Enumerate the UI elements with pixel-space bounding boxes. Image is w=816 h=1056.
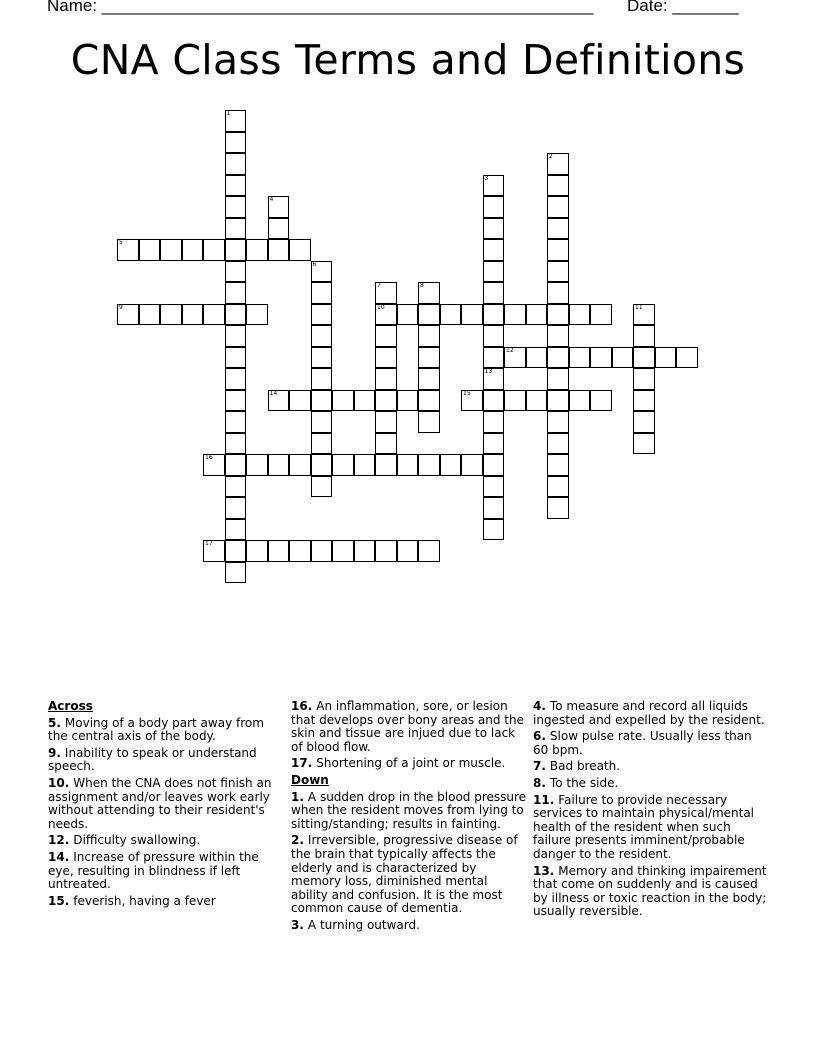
grid-cell[interactable] [311, 261, 333, 283]
grid-cell[interactable] [268, 218, 290, 240]
grid-cell[interactable] [268, 454, 290, 476]
grid-cell[interactable] [311, 411, 333, 433]
date-field[interactable]: Date: _______ [627, 0, 739, 15]
grid-cell[interactable] [311, 325, 333, 347]
page-title: CNA Class Terms and Definitions [70, 36, 746, 84]
clue-number: 16 [205, 454, 213, 461]
grid-cell[interactable] [418, 347, 440, 369]
grid-cell[interactable] [375, 282, 397, 304]
grid-cell[interactable] [569, 390, 591, 412]
grid-cell[interactable] [375, 454, 397, 476]
grid-cell[interactable] [547, 433, 569, 455]
grid-cell[interactable] [246, 304, 268, 326]
clue-down-11: 11. Failure to provide necessary services to maintain physical/mental health of the resident when such failure presents imminent/probable danger to the resident. [533, 792, 755, 861]
clue-down-3: 3. A turning outward. [291, 917, 420, 932]
grid-cell[interactable] [225, 282, 247, 304]
clue-number: 14 [269, 389, 278, 397]
clue-number: 5 [119, 239, 123, 246]
name-field[interactable]: Name: ____________________________________________________ [47, 0, 594, 15]
clue-number: 13 [484, 368, 493, 375]
grid-cell[interactable] [418, 411, 440, 433]
grid-cell[interactable] [182, 304, 204, 326]
grid-cell[interactable] [590, 347, 612, 369]
clue-number: 10 [377, 303, 385, 311]
grid-cell[interactable] [332, 390, 354, 412]
clue-across-15: 15. feverish, having a fever [48, 893, 216, 908]
grid-cell[interactable] [461, 304, 483, 326]
grid-cell[interactable] [311, 540, 333, 562]
grid-cell[interactable] [225, 454, 247, 476]
grid-cell[interactable] [547, 304, 569, 326]
grid-cell[interactable] [225, 325, 247, 347]
grid-cell[interactable] [569, 347, 591, 369]
grid-cell[interactable] [547, 411, 569, 433]
grid-cell[interactable] [633, 325, 655, 347]
grid-cell[interactable] [633, 304, 655, 326]
grid-cell[interactable] [203, 304, 225, 326]
grid-cell[interactable] [354, 390, 376, 412]
grid-cell[interactable] [311, 304, 333, 326]
grid-cell[interactable] [375, 304, 397, 326]
grid-cell[interactable] [547, 282, 569, 304]
clue-down-4: 4. To measure and record all liquids ingested and expelled by the resident. [533, 699, 765, 727]
grid-cell[interactable] [375, 390, 397, 412]
grid-cell[interactable] [225, 347, 247, 369]
grid-cell[interactable] [418, 390, 440, 412]
grid-cell[interactable] [483, 368, 505, 390]
clues-column-3 [533, 700, 769, 922]
grid-cell[interactable] [483, 261, 505, 283]
grid-cell[interactable] [547, 239, 569, 261]
grid-cell[interactable] [440, 304, 462, 326]
grid-cell[interactable] [418, 454, 440, 476]
grid-cell[interactable] [289, 454, 311, 476]
grid-cell[interactable] [160, 239, 182, 261]
grid-cell[interactable] [440, 454, 462, 476]
grid-cell[interactable] [483, 218, 505, 240]
grid-cell[interactable] [268, 390, 290, 412]
grid-cell[interactable] [311, 476, 333, 498]
grid-cell[interactable] [483, 325, 505, 347]
grid-cell[interactable] [547, 196, 569, 218]
grid-cell[interactable] [483, 476, 505, 498]
clue-across-16: 16. An inflammation, sore, or lesion that develops over bony areas and the skin and tissue are injued due to lack of blood flow. [291, 699, 524, 754]
grid-cell[interactable] [311, 390, 333, 412]
clue-across-10: 10. When the CNA does not finish an assignment and/or leaves work early without attending to their resident's needs. [48, 775, 272, 831]
grid-cell[interactable] [225, 261, 247, 283]
grid-cell[interactable] [418, 325, 440, 347]
grid-cell[interactable] [483, 519, 505, 541]
grid-cell[interactable] [225, 239, 247, 261]
grid-cell[interactable] [418, 368, 440, 390]
grid-cell[interactable] [225, 433, 247, 455]
grid-cell[interactable] [526, 347, 548, 369]
grid-cell[interactable] [160, 304, 182, 326]
grid-cell[interactable] [332, 540, 354, 562]
grid-cell[interactable] [225, 476, 247, 498]
clue-number: 3 [484, 174, 489, 182]
grid-cell[interactable] [397, 454, 419, 476]
clue-down-8: 8. To the side. [533, 775, 619, 790]
grid-cell[interactable] [461, 454, 483, 476]
grid-cell[interactable] [547, 261, 569, 283]
grid-cell[interactable] [268, 540, 290, 562]
grid-cell[interactable] [526, 390, 548, 412]
across-heading: Across [48, 699, 93, 713]
grid-cell[interactable] [633, 433, 655, 455]
grid-cell[interactable] [268, 239, 290, 261]
grid-cell[interactable] [547, 476, 569, 498]
grid-cell[interactable] [547, 325, 569, 347]
grid-cell[interactable] [225, 153, 247, 175]
grid-cell[interactable] [311, 347, 333, 369]
grid-cell[interactable] [375, 325, 397, 347]
grid-cell[interactable] [354, 454, 376, 476]
grid-cell[interactable] [483, 196, 505, 218]
clue-down-13: 13. Memory and thinking impairement that come on suddenly and is caused by illness or toxic reaction in the body; usually reversible. [533, 863, 767, 919]
grid-cell[interactable] [225, 304, 247, 326]
grid-cell[interactable] [504, 304, 526, 326]
grid-cell[interactable] [418, 304, 440, 326]
grid-cell[interactable] [547, 497, 569, 519]
clue-down-7: 7. Bad breath. [533, 759, 621, 774]
grid-cell[interactable] [203, 540, 225, 562]
grid-cell[interactable] [633, 347, 655, 369]
grid-cell[interactable] [547, 347, 569, 369]
grid-cell[interactable] [203, 454, 225, 476]
grid-cell[interactable] [246, 454, 268, 476]
grid-cell[interactable] [225, 218, 247, 240]
grid-cell[interactable] [203, 239, 225, 261]
grid-cell[interactable] [633, 390, 655, 412]
clue-across-17: 17. Shortening of a joint or muscle. [291, 756, 506, 771]
grid-cell[interactable] [483, 411, 505, 433]
grid-cell[interactable] [289, 239, 311, 261]
grid-cell[interactable] [182, 239, 204, 261]
grid-cell[interactable] [139, 304, 161, 326]
grid-cell[interactable] [569, 304, 591, 326]
clue-down-6: 6. Slow pulse rate. Usually less than 60 bpm. [533, 729, 752, 757]
grid-cell[interactable] [225, 540, 247, 562]
grid-cell[interactable] [311, 282, 333, 304]
grid-cell[interactable] [375, 540, 397, 562]
down-heading: Down [291, 772, 329, 787]
grid-cell[interactable] [225, 196, 247, 218]
grid-cell[interactable] [483, 497, 505, 519]
grid-cell[interactable] [547, 153, 569, 175]
grid-cell[interactable] [461, 390, 483, 412]
grid-cell[interactable] [311, 368, 333, 390]
grid-cell[interactable] [375, 347, 397, 369]
grid-cell[interactable] [483, 282, 505, 304]
clue-number: 7 [377, 282, 381, 289]
grid-cell[interactable] [633, 411, 655, 433]
grid-cell[interactable] [483, 390, 505, 412]
grid-cell[interactable] [590, 304, 612, 326]
clue-number: 12 [506, 346, 514, 354]
clue-down-1: 1. A sudden drop in the blood pressure when the resident moves from lying to sitting/standing; results in fainting. [291, 789, 527, 831]
grid-cell[interactable] [483, 239, 505, 261]
grid-cell[interactable] [483, 433, 505, 455]
clue-number: 8 [420, 282, 424, 289]
grid-cell[interactable] [418, 540, 440, 562]
grid-cell[interactable] [547, 368, 569, 390]
clue-number: 4 [269, 196, 274, 203]
clues-column-2 [291, 700, 527, 936]
grid-cell[interactable] [225, 497, 247, 519]
grid-cell[interactable] [547, 390, 569, 412]
grid-cell[interactable] [246, 540, 268, 562]
grid-cell[interactable] [225, 519, 247, 541]
grid-cell[interactable] [225, 132, 247, 154]
grid-cell[interactable] [375, 433, 397, 455]
grid-cell[interactable] [504, 347, 526, 369]
clue-number: 17 [205, 540, 213, 547]
grid-cell[interactable] [289, 390, 311, 412]
grid-cell[interactable] [246, 239, 268, 261]
grid-cell[interactable] [311, 454, 333, 476]
grid-cell[interactable] [418, 282, 440, 304]
grid-cell[interactable] [483, 454, 505, 476]
grid-cell[interactable] [590, 390, 612, 412]
grid-cell[interactable] [225, 110, 247, 132]
grid-cell[interactable] [483, 347, 505, 369]
grid-cell[interactable] [225, 562, 247, 584]
grid-cell[interactable] [139, 239, 161, 261]
grid-cell[interactable] [225, 175, 247, 197]
grid-cell[interactable] [483, 304, 505, 326]
grid-cell[interactable] [547, 218, 569, 240]
grid-cell[interactable] [311, 433, 333, 455]
grid-cell[interactable] [268, 196, 290, 218]
clue-across-9: 9. Inability to speak or understand speech. [48, 745, 257, 774]
grid-cell[interactable] [655, 347, 677, 369]
grid-cell[interactable] [117, 304, 139, 326]
grid-cell[interactable] [633, 368, 655, 390]
grid-cell[interactable] [397, 304, 419, 326]
clue-number: 6 [312, 260, 317, 268]
grid-cell[interactable] [225, 411, 247, 433]
clue-across-14: 14. Increase of pressure within the eye, resulting in blindness if left untreated. [48, 849, 259, 892]
clue-across-5: 5. Moving of a body part away from the central axis of the body. [48, 715, 264, 744]
grid-cell[interactable] [547, 175, 569, 197]
clue-down-2: 2. Irreversible, progressive disease of the brain that typically affects the elderly and is characterized by memory loss, diminished mental ability and confusion. It is the most common cause of dementia. [291, 833, 518, 916]
grid-cell[interactable] [225, 368, 247, 390]
grid-cell[interactable] [612, 347, 634, 369]
grid-cell[interactable] [526, 304, 548, 326]
grid-cell[interactable] [332, 454, 354, 476]
grid-cell[interactable] [354, 540, 376, 562]
clue-number: 15 [463, 389, 471, 397]
grid-cell[interactable] [483, 175, 505, 197]
grid-cell[interactable] [397, 540, 419, 562]
grid-cell[interactable] [225, 390, 247, 412]
grid-cell[interactable] [117, 239, 139, 261]
grid-cell[interactable] [397, 390, 419, 412]
clue-number: 2 [549, 153, 553, 160]
grid-cell[interactable] [375, 411, 397, 433]
grid-cell[interactable] [375, 368, 397, 390]
grid-cell[interactable] [289, 540, 311, 562]
clue-number: 11 [635, 303, 643, 311]
clue-number: 9 [119, 303, 123, 311]
grid-cell[interactable] [547, 454, 569, 476]
clues-column-1 [48, 700, 280, 911]
clue-across-12: 12. Difficulty swallowing. [48, 833, 201, 848]
clue-number: 1 [226, 110, 231, 117]
grid-cell[interactable] [676, 347, 698, 369]
grid-cell[interactable] [504, 390, 526, 412]
